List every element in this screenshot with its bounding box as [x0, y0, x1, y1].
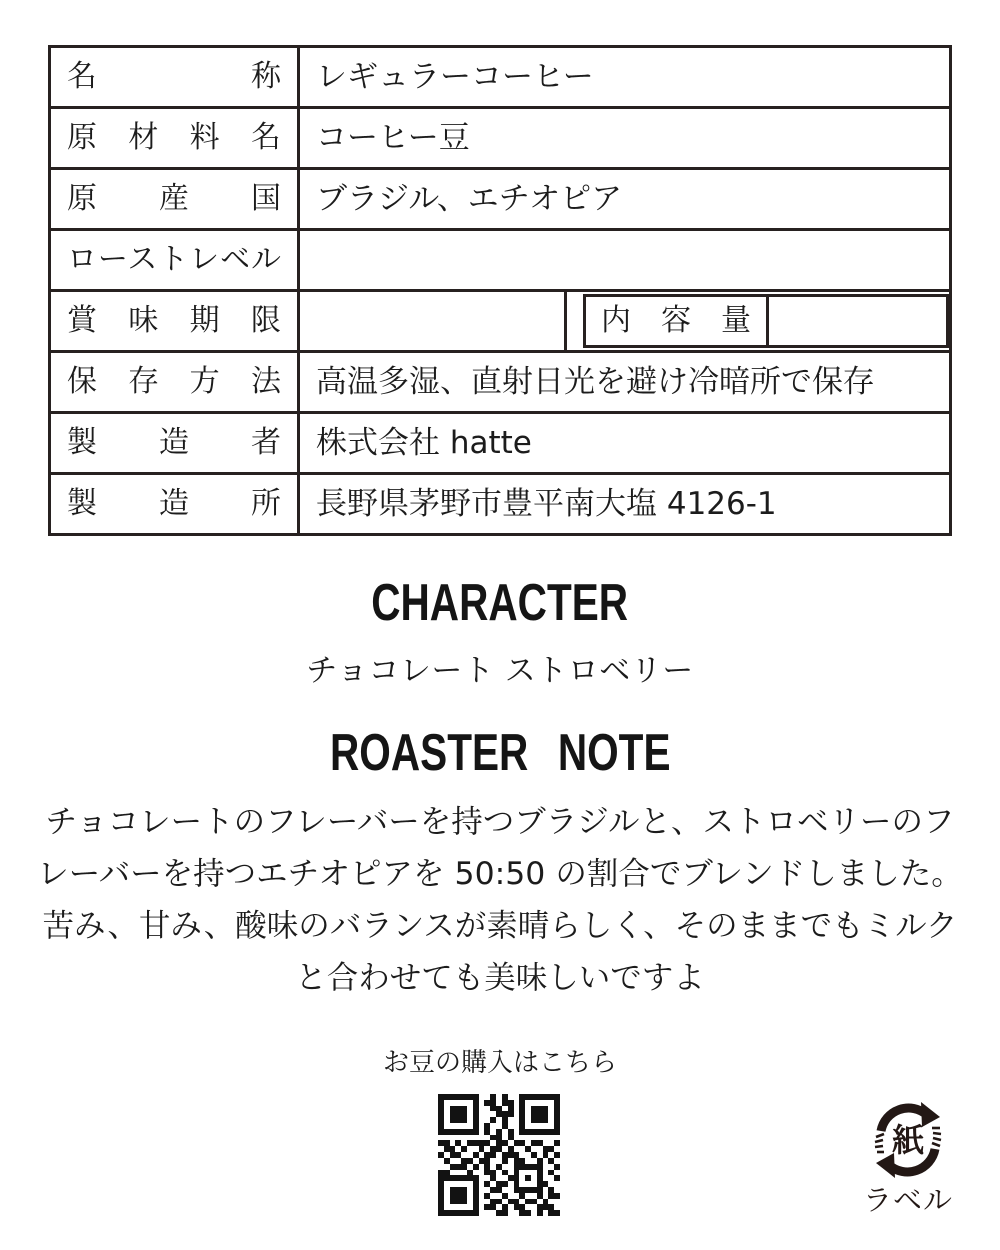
character-heading-text: CHARACTER	[371, 574, 629, 632]
product-info-table	[48, 45, 952, 536]
row-value: コーヒー豆	[316, 120, 470, 156]
roaster-note-heading	[0, 724, 1000, 782]
qr-module	[554, 1210, 560, 1216]
table-row-manufacturer	[51, 414, 949, 475]
table-row-factory	[51, 475, 949, 533]
row-value: ブラジル、エチオピア	[316, 181, 623, 217]
table-row-ingredients	[51, 109, 949, 170]
row-value: 株式会社 hatte	[316, 425, 532, 461]
qr-code	[438, 1094, 560, 1216]
table-row-origin	[51, 170, 949, 231]
roaster-note-line: 苦み、甘み、酸味のバランスが素晴らしく、そのままでもミルク	[42, 908, 958, 944]
row-label: ローストレベル	[51, 231, 300, 289]
roaster-note-paragraph	[0, 796, 1000, 1004]
table-row-roast-level	[51, 231, 949, 292]
recycle-kanji: 紙	[891, 1121, 925, 1159]
roaster-note-line: と合わせても美味しいですよ	[295, 960, 705, 996]
row-value	[300, 292, 949, 350]
row-label: 原材料名	[51, 109, 300, 167]
table-row-storage	[51, 353, 949, 414]
purchase-link-text: お豆の購入はこちら	[382, 1048, 617, 1078]
best-before-value-cell	[300, 292, 567, 350]
recycle-material-label: ラベル	[862, 1183, 953, 1217]
roaster-note-line: チョコレートのフレーバーを持つブラジルと、ストロベリーのフ	[45, 804, 955, 840]
row-label: 製造所	[51, 475, 300, 533]
row-label: 製造者	[51, 414, 300, 472]
table-row-name	[51, 48, 949, 109]
paper-recycle-mark	[858, 1100, 958, 1215]
recycle-arrows-icon	[868, 1100, 948, 1180]
row-label: 原産国	[51, 170, 300, 228]
net-content-value	[769, 297, 946, 345]
net-content-label: 内容量	[586, 297, 769, 345]
row-label: 賞味期限	[51, 292, 300, 350]
roaster-note-heading-text: ROASTER NOTE	[329, 724, 671, 782]
roaster-note-line: レーバーを持つエチオピアを 50:50 の割合でブレンドしました。	[37, 856, 963, 892]
row-label: 保存方法	[51, 353, 300, 411]
table-row-best-before	[51, 292, 949, 353]
row-value: 長野県茅野市豊平南大塩 4126-1	[316, 486, 777, 522]
row-label: 名称	[51, 48, 300, 106]
character-flavor-text: チョコレート ストロベリー	[306, 653, 694, 689]
row-value: レギュラーコーヒー	[316, 59, 594, 95]
net-content-box	[583, 294, 949, 348]
row-value: 高温多湿、直射日光を避け冷暗所で保存	[316, 364, 874, 400]
row-value	[300, 231, 949, 289]
character-heading	[0, 574, 1000, 632]
